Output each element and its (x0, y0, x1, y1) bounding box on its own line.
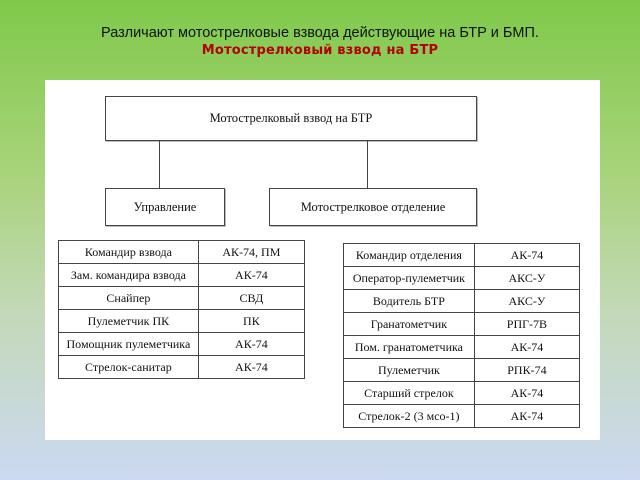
table-row (59, 333, 305, 356)
weapon-cell: РПГ-7В (474, 313, 579, 336)
position-cell: Командир взвода (59, 241, 199, 264)
position-cell: Снайпер (59, 287, 199, 310)
position-cell: Зам. командира взвода (59, 264, 199, 287)
position-cell: Пулеметчик (344, 359, 475, 382)
table-row (344, 244, 580, 267)
squad-table (343, 243, 580, 428)
table-row (344, 382, 580, 405)
table-row (344, 359, 580, 382)
position-cell: Командир отделения (344, 244, 475, 267)
position-cell: Пулеметчик ПК (59, 310, 199, 333)
connector-left-vertical (159, 141, 160, 188)
weapon-cell: РПК-74 (474, 359, 579, 382)
table-row (59, 356, 305, 379)
weapon-cell: АК-74, ПМ (198, 241, 304, 264)
table-row (59, 264, 305, 287)
table-row (344, 267, 580, 290)
position-cell: Стрелок-санитар (59, 356, 199, 379)
position-cell: Помощник пулеметчика (59, 333, 199, 356)
position-cell: Пом. гранатометчика (344, 336, 475, 359)
squad-box: Мотострелковое отделение (269, 188, 477, 226)
table-row (344, 290, 580, 313)
weapon-cell: АК-74 (198, 333, 304, 356)
slide-header (0, 25, 640, 60)
position-cell: Стрелок-2 (3 мсо-1) (344, 405, 475, 428)
weapon-cell: АК-74 (198, 356, 304, 379)
position-cell: Водитель БТР (344, 290, 475, 313)
weapon-cell: ПК (198, 310, 304, 333)
weapon-cell: АКС-У (474, 290, 579, 313)
table-row (59, 310, 305, 333)
control-table (58, 240, 305, 379)
connector-right-vertical (367, 141, 368, 188)
root-box: Мотострелковый взвод на БТР (105, 96, 477, 141)
table-row (59, 287, 305, 310)
weapon-cell: АК-74 (474, 405, 579, 428)
weapon-cell: АК-74 (198, 264, 304, 287)
slide-subtitle: Мотострелковый взвод на БТР (201, 43, 439, 58)
weapon-cell: СВД (198, 287, 304, 310)
position-cell: Старший стрелок (344, 382, 475, 405)
control-box: Управление (105, 188, 225, 226)
table-row (59, 241, 305, 264)
table-row (344, 405, 580, 428)
weapon-cell: АК-74 (474, 336, 579, 359)
position-cell: Гранатометчик (344, 313, 475, 336)
diagram-panel (45, 80, 600, 440)
weapon-cell: АК-74 (474, 244, 579, 267)
weapon-cell: АК-74 (474, 382, 579, 405)
weapon-cell: АКС-У (474, 267, 579, 290)
table-row (344, 313, 580, 336)
table-row (344, 336, 580, 359)
position-cell: Оператор-пулеметчик (344, 267, 475, 290)
slide-title: Различают мотострелковые взвода действующие на БТР и БМП. (101, 25, 539, 41)
